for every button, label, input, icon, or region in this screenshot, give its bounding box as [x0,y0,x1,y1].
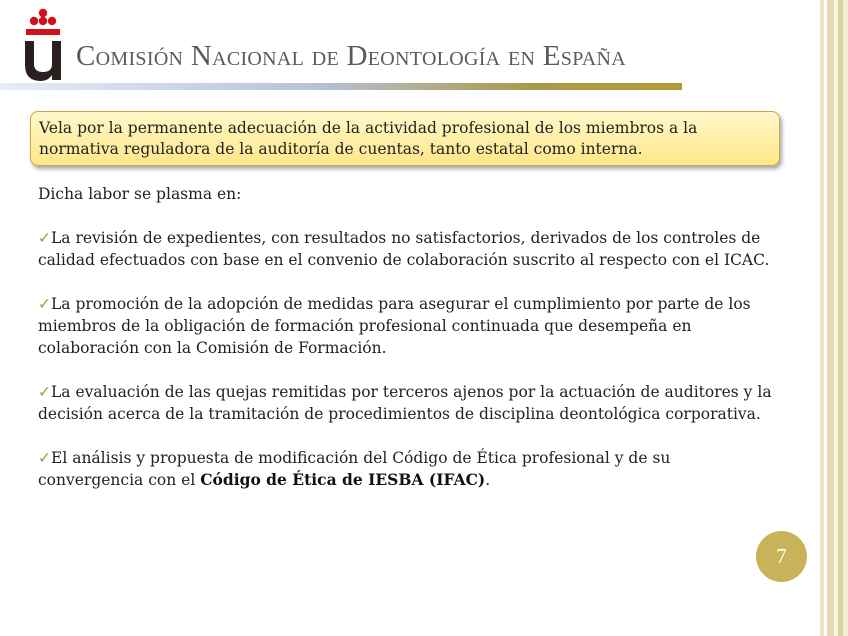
checkmark-icon: ✓ [38,449,51,467]
summary-callout [30,111,780,166]
page-title: Comisión Nacional de Deontología en España [76,40,627,72]
slide-body [38,183,778,513]
list-item-text: La evaluación de las quejas remitidas por terceros ajenos por la actuación de auditores y la decisión acerca de la tramitación de procedimientos de disciplina deontológica corporativa. [38,383,772,423]
page-number-badge [756,531,807,582]
university-logo [20,6,66,82]
page-number: 7 [776,544,787,568]
list-item-text: La promoción de la adopción de medidas para asegurar el cumplimiento por parte de los miembros de la obligación de formación profesional continuada que desempeña en colaboración con la Comisión de Formación. [38,295,751,357]
checkmark-icon: ✓ [38,229,51,247]
decorative-right-border [812,0,848,636]
intro-text: Dicha labor se plasma en: [38,185,242,203]
list-item-text-end: . [485,471,491,489]
list-item-text: El análisis y propuesta de modificación del Código de Ética profesional y de su convergencia con el [38,449,671,489]
list-item [38,293,778,359]
list-item-text: La revisión de expedientes, con resultados no satisfactorios, derivados de los controles de calidad efectuados con base en el convenio de colaboración suscrito al respecto con el ICAC. [38,229,770,269]
callout-text: Vela por la permanente adecuación de la actividad profesional de los miembros a la normativa reguladora de la auditoría de cuentas, tanto estatal como interna. [39,119,698,158]
list-item [38,381,778,425]
title-underline [0,83,682,90]
list-item [38,447,778,491]
iesba-code-reference: Código de Ética de IESBA (IFAC) [200,470,486,489]
checkmark-icon: ✓ [38,383,51,401]
list-item [38,227,778,271]
checkmark-icon: ✓ [38,295,51,313]
